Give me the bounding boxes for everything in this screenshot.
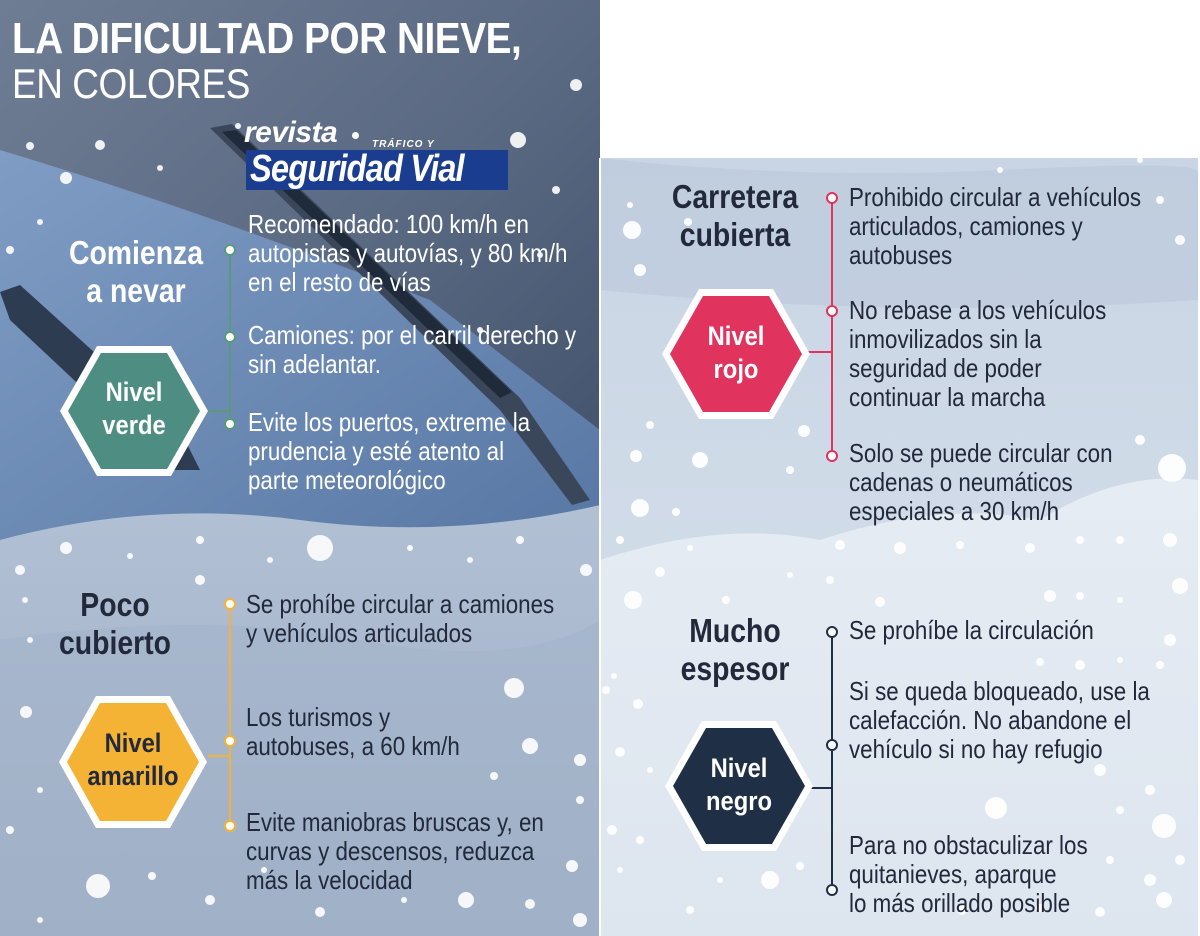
rojo-heading xyxy=(650,178,820,254)
amarillo-item-line: Evite maniobras bruscas y, en xyxy=(246,807,544,837)
amarillo-item-line: y vehículos articulados xyxy=(246,618,473,648)
logo-dot xyxy=(352,132,359,139)
negro-item xyxy=(849,616,1094,645)
page-title: LA DIFICULTAD POR NIEVE, xyxy=(12,14,522,63)
negro-badge-line: negro xyxy=(705,786,772,816)
negro-item-line: Se prohíbe la circulación xyxy=(849,615,1094,645)
verde-badge xyxy=(68,376,200,446)
negro-item-line: Si se queda bloqueado, use la xyxy=(849,676,1150,706)
negro-item-line: calefacción. No abandone el xyxy=(849,705,1132,735)
amarillo-badge xyxy=(67,727,199,797)
rojo-item-line: especiales a 30 km/h xyxy=(849,496,1060,526)
rojo-badge-line: Nivel xyxy=(707,321,765,351)
negro-item xyxy=(849,677,1150,764)
negro-item-line: lo más orillado posible xyxy=(849,888,1071,918)
rojo-item-line: Solo se puede circular con xyxy=(849,438,1113,468)
rojo-item-line: inmovilizados sin la xyxy=(849,324,1042,354)
amarillo-item xyxy=(246,590,554,648)
negro-heading-line: Mucho xyxy=(689,612,781,649)
verde-item-line: Camiones: por el carril derecho y xyxy=(248,320,577,350)
verde-item-line: autopistas y autovías, y 80 km/h xyxy=(248,238,568,268)
rojo-item-line: continuar la marcha xyxy=(849,382,1046,412)
logo-word-seguridad-vial: Seguridad Vial xyxy=(250,148,464,190)
negro-item-line: quitanieves, aparque xyxy=(849,859,1057,889)
amarillo-item-line: Los turismos y xyxy=(246,702,391,732)
negro-heading-line: espesor xyxy=(680,650,790,687)
rojo-badge xyxy=(670,320,802,390)
amarillo-item-line: curvas y descensos, reduzca xyxy=(246,836,535,866)
revista-logo xyxy=(244,118,508,190)
rojo-badge-line: rojo xyxy=(713,354,759,384)
verde-item xyxy=(248,408,530,495)
amarillo-heading xyxy=(40,586,190,662)
amarillo-heading-line: Poco xyxy=(80,586,150,623)
rojo-heading-line: Carretera xyxy=(671,178,799,215)
rojo-heading-line: cubierta xyxy=(679,216,791,253)
rojo-item-line: seguridad de poder xyxy=(849,353,1042,383)
rojo-item xyxy=(849,296,1106,412)
negro-badge xyxy=(673,752,805,822)
verde-heading-line: Comienza xyxy=(68,234,204,271)
verde-item-line: prudencia y esté atento al xyxy=(248,436,505,466)
verde-badge-line: verde xyxy=(102,410,166,440)
rojo-item-line: autobuses xyxy=(849,240,953,270)
verde-item-line: Recomendado: 100 km/h en xyxy=(248,209,529,239)
rojo-item xyxy=(849,439,1113,526)
negro-item-line: vehículo si no hay refugio xyxy=(849,734,1103,764)
verde-item-line: parte meteorológico xyxy=(248,465,446,495)
rojo-item-line: Prohibido circular a vehículos xyxy=(849,182,1142,212)
logo-small-text: TRÁFICO Y xyxy=(372,139,435,150)
verde-badge-line: Nivel xyxy=(105,377,163,407)
verde-item-line: en el resto de vías xyxy=(248,267,431,297)
amarillo-item-line: autobuses, a 60 km/h xyxy=(246,731,460,761)
verde-item xyxy=(248,210,567,297)
negro-item xyxy=(849,831,1088,918)
negro-heading xyxy=(660,612,810,688)
negro-badge-line: Nivel xyxy=(710,753,768,783)
amarillo-badge-line: amarillo xyxy=(87,761,179,791)
verde-heading-line: a nevar xyxy=(86,272,186,309)
amarillo-heading-line: cubierto xyxy=(59,624,171,661)
amarillo-item xyxy=(246,703,460,761)
amarillo-item xyxy=(246,808,544,895)
verde-item xyxy=(248,321,576,379)
page-subtitle: EN COLORES xyxy=(12,60,250,107)
amarillo-item-line: Se prohíbe circular a camiones xyxy=(246,589,555,619)
rojo-item xyxy=(849,183,1141,270)
negro-item-line: Para no obstaculizar los xyxy=(849,830,1088,860)
rojo-item-line: articulados, camiones y xyxy=(849,211,1083,241)
amarillo-item-line: más la velocidad xyxy=(246,865,413,895)
verde-item-line: sin adelantar. xyxy=(248,349,382,379)
rojo-item-line: cadenas o neumáticos xyxy=(849,467,1073,497)
rojo-item-line: No rebase a los vehículos xyxy=(849,295,1107,325)
verde-item-line: Evite los puertos, extreme la xyxy=(248,407,531,437)
verde-heading xyxy=(46,234,226,310)
logo-word-revista: revista xyxy=(244,116,338,149)
amarillo-badge-line: Nivel xyxy=(104,728,162,758)
